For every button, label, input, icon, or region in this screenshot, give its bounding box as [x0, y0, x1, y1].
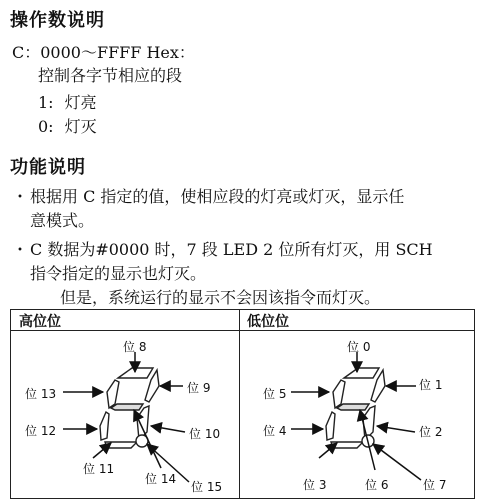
label-high-lower-right: 位 10	[189, 427, 221, 441]
value-code: 0:	[38, 117, 54, 136]
label-high-upper-left: 位 13	[25, 387, 57, 401]
label-low-upper-right: 位 1	[419, 378, 443, 392]
label-high-middle: 位 14	[145, 472, 177, 486]
function-section-title: 功能说明	[10, 157, 86, 178]
label-high-dp: 位 15	[191, 480, 223, 494]
header-high-digit: 高位位	[19, 314, 61, 330]
segment-bottom	[331, 442, 363, 448]
label-low-middle: 位 6	[365, 478, 389, 492]
segment-lower-left	[326, 412, 335, 440]
label-low-dp: 位 7	[423, 478, 447, 492]
label-low-bottom: 位 3	[303, 478, 327, 492]
bullet-marker: ・	[12, 240, 29, 259]
bullet-2-line-2: 指令指定的显示也灯灭。	[30, 264, 207, 283]
label-high-lower-left: 位 12	[25, 424, 57, 438]
segment-lower-left	[100, 412, 109, 440]
operand-value-0	[38, 114, 97, 137]
segment-bottom	[105, 442, 137, 448]
label-low-lower-right: 位 2	[419, 425, 443, 439]
label-low-upper-left: 位 5	[263, 387, 287, 401]
bullet-2-line-1: C 数据为#0000 时，7 段 LED 2 位所有灯灭，用 SCH	[30, 240, 433, 259]
bullet-1-line-2: 意模式。	[30, 211, 95, 230]
operand-c-description: 控制各字节相应的段	[38, 66, 183, 85]
label-high-upper-right: 位 9	[187, 381, 211, 395]
seven-segment-diagrams	[11, 310, 476, 500]
segment-middle	[337, 404, 369, 410]
value-code: 1:	[38, 93, 54, 112]
header-low-digit: 低位位	[247, 314, 289, 330]
label-low-lower-left: 位 4	[263, 424, 287, 438]
segment-map-table	[10, 309, 475, 499]
value-meaning: 灯亮	[64, 93, 97, 112]
value-meaning: 灯灭	[64, 117, 97, 136]
segment-middle	[111, 404, 143, 410]
label-high-top: 位 8	[123, 340, 147, 354]
low-digit-display	[326, 368, 385, 448]
segment-top	[344, 368, 379, 378]
label-high-bottom: 位 11	[83, 462, 115, 476]
operand-value-1	[38, 90, 97, 113]
note-line: 但是，系统运行的显示不会因该指令而灯灭。	[60, 288, 381, 307]
label-low-top: 位 0	[347, 340, 371, 354]
operand-section-title: 操作数说明	[10, 10, 105, 31]
bullet-marker: ・	[12, 187, 29, 206]
bullet-1-line-1: 根据用 C 指定的值，使相应段的灯亮或灯灭，显示任	[30, 187, 405, 206]
operand-c-range: C：0000～FFFF Hex：	[12, 43, 195, 62]
high-digit-display	[100, 368, 159, 448]
